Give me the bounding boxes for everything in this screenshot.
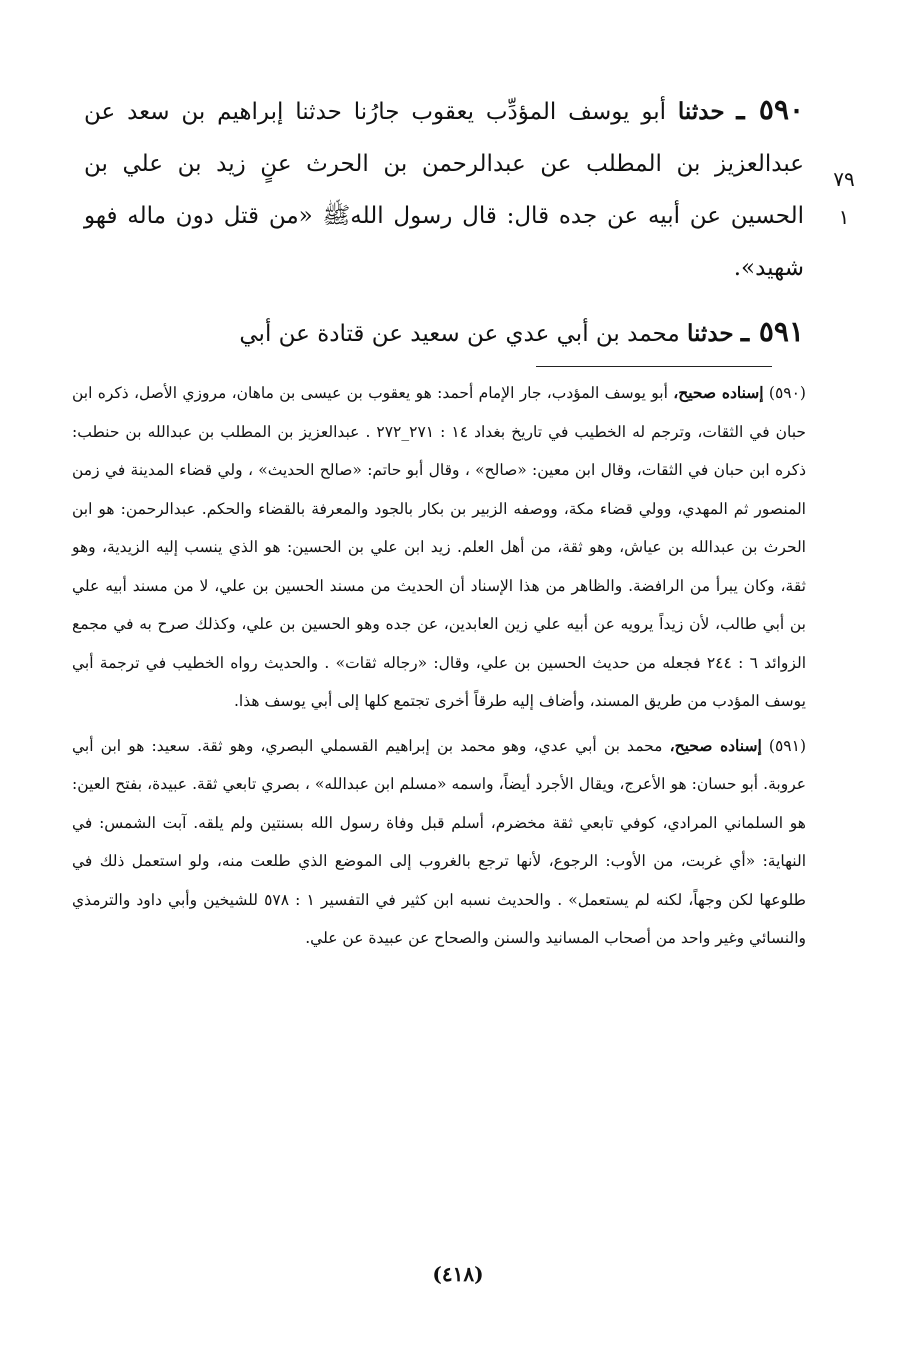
hadith-text: محمد بن أبي عدي عن سعيد عن قتادة عن أبي	[239, 321, 680, 347]
haddathana-keyword: حدثنا	[686, 320, 734, 347]
hadith-590	[84, 84, 804, 294]
footnote-ref: (٥٩١)	[768, 736, 806, 755]
main-text	[84, 84, 804, 360]
footnotes	[72, 374, 806, 958]
hadith-591	[84, 306, 804, 360]
margin-reference-page: ١	[838, 205, 850, 229]
hadith-number: ٥٩١ ـ	[740, 315, 804, 348]
hadith-text: أبو يوسف المؤدِّب يعقوب جارُنا حدثنا إبراهيم بن سعد عن عبدالعزيز بن المطلب عن عبدالرحمن بن الحرث عنٍ زيد بن علي بن الحسين عن أبيه عن جده قال: قال رسول اللهﷺ «من قتل دون ماله فهو شهيد».	[84, 99, 804, 281]
margin-reference	[824, 160, 864, 236]
footnote-590	[72, 374, 806, 721]
footnote-text: أبو يوسف المؤدب، جار الإمام أحمد: هو يعقوب بن عيسى بن ماهان، مروزي الأصل، ذكره ابن حبان في الثقات، وترجم له الخطيب في تاريخ بغداد ١٤ : ٢٧١_٢٧٢ . عبدالعزيز بن المطلب بن عبدالله بن حنطب: ذكره ابن حبان في الثقات، وقال ابن معين: «صالح» ، وقال أبو حاتم: «صالح الحديث» ، ولي قضاء المدينة في زمن المنصور ثم المهدي، وولي قضاء مكة، ووصفه الزبير بن بكار بالجود والمعرفة بالقضاء والحكم. عبدالرحمن: هو ابن الحرث بن عبدالله بن عياش، وهو ثقة، من أهل العلم. زيد ابن علي بن الحسين: هو الذي ينسب إليه الزيدية، وهو ثقة، وكان يبرأ من الرافضة. والظاهر من هذا الإسناد أن الحديث من مسند الحسين بن علي، لا من مسند أبيه علي بن أبي طالب، لأن زيداً يرويه عن أبيه علي زين العابدين، عن جده وهو الحسين بن علي، وكذلك صرح به في مجمع الزوائد ٦ : ٢٤٤ فجعله من حديث الحسين بن علي، وقال: «رجاله ثقات» . والحديث رواه الخطيب في ترجمة أبي يوسف المؤدب من طريق المسند، وأضاف إليه طرقاً أخرى تجتمع كلها إلى أبي يوسف هذا.	[72, 384, 806, 710]
footnote-divider	[536, 366, 772, 367]
hadith-number: ٥٩٠ ـ	[736, 93, 805, 126]
footnote-591	[72, 727, 806, 958]
footnote-lead: إسناده صحيح،	[669, 735, 762, 755]
footnote-ref: (٥٩٠)	[768, 384, 806, 402]
page-number: (٤١٨)	[432, 1262, 484, 1286]
haddathana-keyword: حدثنا	[677, 98, 725, 125]
footnote-text: محمد بن أبي عدي، وهو محمد بن إبراهيم القسملي البصري، وهو ثقة. سعيد: هو ابن أبي عروبة. أبو حسان: هو الأعرج، ويقال الأجرد أيضاً، واسمه «مسلم ابن عبدالله» ، بصري تابعي ثقة. عبيدة، بفتح العين: هو السلماني المرادي، كوفي تابعي ثقة مخضرم، أسلم قبل وفاة رسول الله بسنتين ولم يلقه. آبت الشمس: في النهاية: «أي غربت، من الأوب: الرجوع، لأنها ترجع بالغروب إلى الموضع الذي طلعت منه، ولو استعمل ذلك في طلوعها لكن وجهاً، لكنه لم يستعمل» . والحديث نسبه ابن كثير في التفسير ١ : ٥٧٨ للشيخين وأبي داود والترمذي والنسائي وغير واحد من أصحاب المسانيد والسنن والصحاح عن عبيدة عن علي.	[72, 736, 806, 947]
margin-reference-volume: ٧٩	[833, 167, 855, 191]
footnote-lead: إسناده صحيح،	[673, 383, 764, 402]
